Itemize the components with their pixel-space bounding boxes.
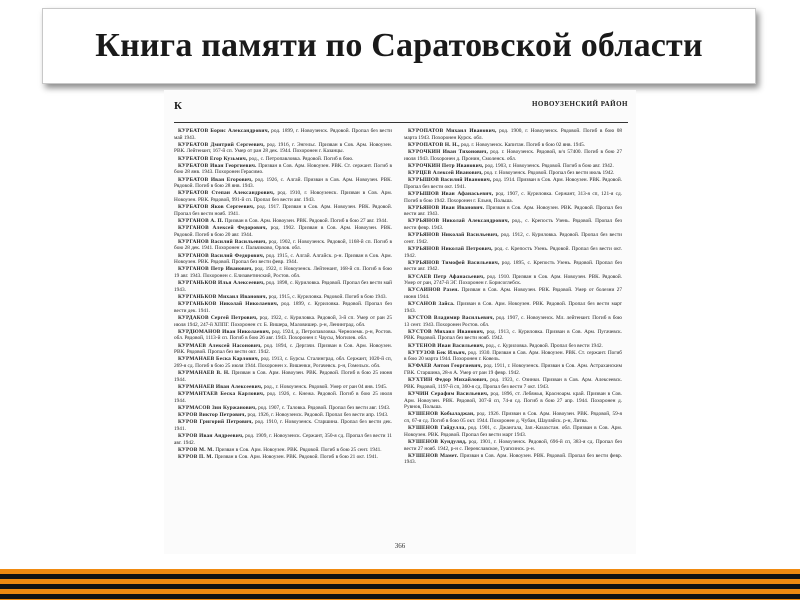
entry-name: КУФАЕВ Антон Георгиевич, bbox=[408, 363, 483, 370]
entry-text: род. 1910, г. Новоузенск. Призван в Сов. Арм. Новоузен. РВК. Рядовой, 991-й сп. Пропал без вести авг. 1943. bbox=[174, 190, 392, 203]
memorial-entry bbox=[174, 128, 392, 141]
entry-name: КУРГАНОВ А. П. bbox=[178, 217, 224, 224]
memorial-entry bbox=[404, 411, 622, 424]
memorial-entry bbox=[174, 163, 392, 176]
memorial-entry bbox=[404, 315, 622, 328]
memorial-entry bbox=[404, 439, 622, 452]
memorial-entry bbox=[404, 301, 622, 314]
entry-text: род. 1917. Призван в Сов. Арм. Новоузен. РВК. Рядовой. Пропал без вести нояб. 1941. bbox=[174, 204, 392, 217]
entry-name: КУРМАНАЕВ Беска Карлович, bbox=[178, 356, 260, 363]
entry-name: КУРБАТОВ Яков Сергеевич, bbox=[178, 204, 255, 211]
entry-text: Призван в Сов. Арм. Новоузен. РВК. Рядовой. Пропал без вести авг. 1943. bbox=[404, 204, 622, 218]
left-column bbox=[174, 128, 392, 530]
entry-name: КУРБАТОВ Степан Александрович, bbox=[178, 190, 275, 197]
entry-name: КУРГАНОВ Василий Васильевич, bbox=[178, 238, 267, 245]
entry-name: КУРЬЯНОВ Николай Петрович, bbox=[408, 246, 493, 253]
entry-name: КУРБАТОВ Борис Александрович, bbox=[178, 128, 270, 134]
memorial-entry bbox=[174, 204, 392, 217]
entry-text: род. 1910, г. Новоузенск. Старшина. Пропал без вести дек. 1941. bbox=[174, 419, 392, 432]
entry-name: КУРОПАТОВ Н. Н., bbox=[408, 141, 460, 148]
memorial-entry bbox=[174, 266, 392, 279]
memorial-entry bbox=[404, 274, 622, 287]
entry-text: род. 1926, г. Новоузенск. Рядовой. Пропал без вести апр. 1943. bbox=[247, 412, 389, 418]
entry-name: КУРЬЯНОВ Иван Иванович. bbox=[408, 204, 485, 211]
memorial-entry bbox=[404, 425, 622, 438]
memorial-entry bbox=[404, 218, 622, 231]
entry-name: КУРОЧКИН Иван Тихонович, bbox=[408, 148, 489, 155]
entry-text: род. 1902. Призван в Сов. Арм. Новоузен. РВК. Рядовой. Погиб в бою 20 авг. 1944. bbox=[174, 225, 392, 238]
entry-text: род. 1915, с. Куриловка. Рядовой. Погиб в бою 1943. bbox=[268, 293, 387, 300]
entry-text: род. 1899, с. Куриловка. Рядовой. Пропал без вести дек. 1941. bbox=[174, 301, 392, 314]
entry-name: КУШЕНОВ Гайдулла, bbox=[408, 425, 466, 432]
entry-name: КУРОЧКИН Петр Иванович, bbox=[408, 162, 484, 169]
entry-text: род. 1907, с. Таловка. Рядовой. Пропал без вести авг. 1943. bbox=[258, 404, 391, 411]
entry-text: род. 1901, г. Новоузенск. Рядовой, 696-й сп, 383-я сд. Пропал без вести 27 нояб. 1942, р-н с. Переяславское, Туапсинск. р-н. bbox=[404, 438, 622, 452]
entry-name: КУРГАНЬКОВ Михаил Иванович, bbox=[178, 293, 268, 300]
entry-text: род. 1913, с. Бурсы. Сталинград. обл. Сержант, 1020-й сп, 269-я сд. Погиб в бою 25 июля 1944. Похоронен х. Вишенки, Рогачевск. р-н, Гомельск. обл. bbox=[174, 356, 392, 369]
entry-name: КУСАЕВ Петр Афанасьевич, bbox=[408, 273, 485, 280]
memorial-entry bbox=[404, 246, 622, 259]
slide-title-box bbox=[42, 8, 756, 84]
memorial-entry bbox=[174, 433, 392, 446]
memorial-entry bbox=[174, 239, 392, 252]
entry-name: КУСТОВ Михаил Иванович, bbox=[408, 328, 485, 335]
entry-text: род. 1901, с. Джангала, Зап.-Казахстан. обл. Призван в Сов. Арм. Новоузен. РВК. Рядовой. Пропал без вести март 1943. bbox=[404, 425, 622, 438]
entry-name: КУРОВ П. М. bbox=[178, 453, 214, 460]
entry-name: КУРОВ Виктор Петрович, bbox=[178, 412, 247, 418]
entry-name: КУРМАСОВ Зин Куржанович, bbox=[178, 404, 257, 411]
entry-name: КУРБАТОВ Иван Георгиевич. bbox=[178, 162, 257, 169]
entry-text: род. 1915, с. Алгай. Алгайск. р-н. Призван в Сов. Арм. Новоузен. РВК. Рядовой. Пропал без вести февр. 1944. bbox=[174, 252, 392, 266]
page-number: 366 bbox=[394, 542, 406, 550]
memorial-entry bbox=[174, 218, 392, 225]
memorial-entry bbox=[174, 225, 392, 238]
memorial-entry bbox=[404, 191, 622, 204]
entry-text: род. 1902, г. Новоузенск. Рядовой, 1168-й сп. Погиб в бою 28 дек. 1941. Похоронен с. Пальчиково, Орлов. обл. bbox=[174, 238, 392, 252]
entry-text: род. 1896, ст. Лебяжья, Красноарм. край. Призван в Сов. Арм. Новоузен. РВК. Рядовой, 307-й сп, 74-я сд. Погиб в бою 27 апр. 1944. Похоронен д. Рувнов, Польша. bbox=[404, 391, 622, 411]
memorial-entry bbox=[174, 253, 392, 266]
entry-text: Призван в Сов. Арм. Новоузен. РВК. Рядовой. Погиб в бою 27 авг. 1944. bbox=[224, 217, 388, 224]
entry-name: КУРОВ Иван Андреевич, bbox=[178, 432, 244, 439]
memorial-entry bbox=[404, 142, 622, 149]
entry-name: КУРБАТОВ Иван Егорович, bbox=[178, 176, 253, 183]
memorial-entry bbox=[404, 163, 622, 170]
entry-text: род. 1930. Призван в Сов. Арм. Новоузен. РВК. Ст. сержант. Погиб в бою 20 марта 1944. Похоронен г. Ковель. bbox=[404, 349, 622, 363]
district-name: НОВОУЗЕНСКИЙ РАЙОН bbox=[531, 100, 628, 108]
entry-name: КУРОПАТОВ Михаил Иванович, bbox=[408, 128, 497, 134]
entry-text: род. 1907, с. Куриловка. Сержант, 313-я сп, 121-я сд. Погиб в бою 1942. Похоронен г. Ельня, Польша. bbox=[404, 190, 622, 204]
entry-name: КУРМАНАЕВ Иван Алексеевич, bbox=[178, 383, 263, 390]
entry-name: КУРГАНОВ Петр Иванович, bbox=[178, 266, 253, 273]
entry-text: род. 1916, г. Энгельс. Призван в Сов. Арм. Новоузен. РВК. Лейтенант, 167-й сп. Умер от ран 28 дек. 1944. Похоронен г. Казанцы. bbox=[174, 141, 392, 155]
entry-text: род. г. Новоузенск. Рядовой, в/ч 57400. Погиб в бою 27 июля 1943. Похоронен д. Пронин, Смоленск. обл. bbox=[404, 148, 622, 162]
entry-text: род. 1898, с. Куриловка. Рядовой. Пропал без вести май 1943. bbox=[174, 280, 392, 293]
entry-text: род. 1907, с. Новоузенск. Мл. лейтенант. Погиб в бою 13 сент. 1943. Похоронен Ростов. обл. bbox=[404, 314, 622, 328]
entry-name: КУРОВ Григорий Петрович, bbox=[178, 419, 254, 426]
entry-text: род. 1914. Призван в Сов. Арм. Новоузен. РВК. Рядовой. Пропал без вести окт. 1941. bbox=[404, 177, 622, 190]
section-letter: К bbox=[174, 100, 182, 112]
entry-text: род. 1912, с. Куриловка. Рядовой. Пропал без вести сент. 1942. bbox=[404, 232, 622, 245]
memorial-entry bbox=[174, 454, 392, 461]
entry-text: род. 1923, с. Озинки. Призван в Сов. Арм. Алексеевск. РВК. Рядовой, 1197-й сп, 360-я сд. Пропал без вести 7 окт. 1943. bbox=[404, 377, 622, 390]
entry-text: род. 1899, г. Новоузенск. Рядовой. Пропал без вести май 1943. bbox=[174, 128, 392, 141]
memorial-entry bbox=[404, 377, 622, 390]
memorial-entry bbox=[174, 177, 392, 190]
memorial-entry bbox=[404, 128, 622, 141]
entry-text: Призван в Сов. Арм. Новоузен. РВК. Рядовой. Пропал без вести март 1943. bbox=[404, 301, 622, 314]
memorial-entry bbox=[174, 190, 392, 203]
entry-name: КУСАИНОВ Разен. bbox=[408, 287, 460, 294]
entry-name: КУРМАЕВ Алексей Насонович, bbox=[178, 342, 262, 349]
memorial-entry bbox=[404, 391, 622, 411]
entry-name: КУРМАНТАЕВ Беска Карлович, bbox=[178, 391, 265, 398]
memorial-entry bbox=[174, 294, 392, 301]
entry-text: род. 1924, д. Петропавловка. Черноземк. р-н, Ростов. обл. Рядовой, 1113-й сп. Погиб в бою 26 авг. 1943. Похоронен г. Чаусы, Могилев. обл. bbox=[174, 328, 392, 342]
memorial-entry bbox=[174, 329, 392, 342]
entry-text: Призван в Сов. Арм. Новоузен. РВК. Рядовой. Погиб в бою 21 окт. 1941. bbox=[214, 453, 379, 460]
entry-text: род. 1926, с. Кнежа. Рядовой. Погиб в бою 25 июля 1944. bbox=[174, 391, 392, 404]
memorial-entry bbox=[404, 329, 622, 342]
st-george-ribbon bbox=[0, 569, 800, 600]
entry-text: Призван в Сов. Арм. Новоузен. РВК. Рядовой. Умер от болезни 27 июня 1944. bbox=[404, 287, 622, 300]
memorial-entry bbox=[404, 350, 622, 363]
entry-text: род. 1913, с. Куриловка. Призван в Сов. Арм. Пугачевск. РВК. Рядовой. Пропал без вести нояб. 1942. bbox=[404, 328, 622, 342]
memory-book-page-scan bbox=[164, 90, 636, 554]
entry-name: КУШЕНОВ Мамет. bbox=[408, 452, 459, 459]
memorial-entry bbox=[174, 419, 392, 432]
entry-name: КУРОВ М. М. bbox=[178, 446, 214, 453]
right-column bbox=[404, 128, 622, 530]
memorial-entry bbox=[404, 287, 622, 300]
memorial-entry bbox=[404, 177, 622, 190]
entry-name: КУРЫШОВ Иван Афанасьевич, bbox=[408, 190, 494, 197]
memorial-entry bbox=[174, 280, 392, 293]
entry-text: род. 1922, с. Куриловка. Рядовой, 3-й сп. Умер от ран 25 июля 1942, 247-й ХППГ. Похоронен ст. Б. Вишера, Маловишер. р-н, Ленинград. обл. bbox=[174, 314, 392, 328]
entry-name: КУЧИН Серафим Васильевич, bbox=[408, 391, 489, 398]
entry-text: род. г. Новоузенск. Рядовой. Пропал без вести июль 1942. bbox=[484, 169, 615, 176]
memorial-entry bbox=[404, 343, 622, 350]
entry-text: Призван в Сов. Арм. Новоузен. РВК. Рядовой. Погиб в бою 25 сент. 1941. bbox=[215, 446, 382, 453]
memorial-entry bbox=[174, 447, 392, 454]
memorial-entry bbox=[404, 170, 622, 177]
entry-name: КУРГАНОВ Василий Федорович, bbox=[178, 252, 265, 259]
memorial-entry bbox=[404, 149, 622, 162]
entry-name: КУСТОВ Владимир Васильевич, bbox=[408, 314, 495, 321]
entry-name: КУХТИН Федор Михайлович, bbox=[408, 377, 488, 384]
entry-text: род. 1909, г. Новоузенск. Сержант, 350-я сд. Пропал без вести 11 авг. 1942. bbox=[174, 432, 392, 446]
memorial-entry bbox=[174, 391, 392, 404]
entry-name: КУРГАНОВ Алексей Федорович, bbox=[178, 225, 268, 232]
memorial-entry bbox=[404, 453, 622, 466]
entry-name: КУШЕНОВ Кундуляд, bbox=[408, 438, 467, 445]
entry-text: род. 1895, с. Крепость Узень. Рядовой. Пропал без вести авг. 1942. bbox=[404, 259, 622, 273]
entry-text: род. 1910. Призван в Сов. Арм. Новоузен. РВК. Рядовой. Умер от ран, 2747-й ЭГ. Похоронен г. Борисоглебск. bbox=[404, 273, 622, 287]
entry-name: КУРЦЕВ Алексей Иванович, bbox=[408, 169, 483, 176]
entry-name: КУСАНОВ Зайса. bbox=[408, 301, 455, 308]
entry-name: КУРГАНЬКОВ Николай Николаевич, bbox=[178, 301, 279, 308]
entry-text: род., с. Крепость Узень. Рядовой. Пропал без вести февр. 1943. bbox=[404, 218, 622, 232]
memorial-entry bbox=[174, 301, 392, 314]
entry-text: Призван в Сов. Арм. Новоузен. РВК. Рядовой. Пропал без вести февр. 1943. bbox=[404, 452, 622, 466]
memorial-entry bbox=[174, 384, 392, 391]
entry-name: КУРЬЯНОВ Николай Васильевич, bbox=[408, 232, 499, 239]
entry-name: КУШЕНОВ Кобыладжан, bbox=[408, 411, 475, 418]
entry-text: род. 1926. Призван в Сов. Арм. Новоузен. РВК. Рядовой, 59-я сп, 67-я сд. Погиб в бою 05 окт. 1944. Похоронен д. Чубан, Шауляйск. р-н, Литва. bbox=[404, 411, 622, 424]
entry-name: КУРДЮМАНОВ Иван Николаевич, bbox=[178, 328, 271, 335]
entry-name: КУТУЗОВ Бек Ильич, bbox=[408, 349, 467, 356]
memorial-entry bbox=[404, 363, 622, 376]
slide-title: Книга памяти по Саратовской области bbox=[95, 27, 703, 64]
entry-text: род. с. Крепость Узень. Рядовой. Пропал без вести окт. 1942. bbox=[404, 246, 622, 259]
entry-name: КУРМАНАЕВ В. Н. bbox=[178, 370, 230, 377]
entry-text: Призван в Сов. Арм. Новоузен. РВК. Ст. сержант. Погиб в бою 28 янв. 1943. Похоронен Герасимо. bbox=[174, 162, 392, 176]
entry-name: КУРЬЯНОВ Тимофей Васильевич, bbox=[408, 259, 500, 266]
memorial-entry bbox=[174, 156, 392, 163]
memorial-entry bbox=[174, 412, 392, 419]
entry-name: КУРБАТОВ Дмитрий Сергеевич, bbox=[178, 141, 265, 148]
entry-text: род., г. Новоузенск. Рядовой. Умер от ран 04 янв. 1945. bbox=[263, 383, 388, 390]
entry-text: род., с. Петропавловка. Рядовой. Погиб в бою. bbox=[248, 155, 354, 162]
entry-text: Призван в Сов. Арм. Новоузен. РВК. Рядовой. Погиб в бою 25 июня 1944. bbox=[174, 370, 392, 383]
memorial-entry bbox=[174, 405, 392, 412]
entry-name: КУРЫШОВ Василий Иванович, bbox=[408, 177, 492, 184]
entry-text: род. г. Новоузенск. Капитан. Погиб в бою 02 янв. 1945. bbox=[460, 141, 586, 148]
entry-text: род. 1894, с. Дергачи. Призван в Сов. Арм. Новоузен. РВК. Рядовой. Пропал без вести окт. 1942. bbox=[174, 342, 392, 356]
entry-text: род. 1903, г. Новоузенск. Рядовой. Погиб в бою авг. 1942. bbox=[484, 162, 614, 169]
memorial-entry bbox=[174, 142, 392, 155]
entry-text: род., с. Куриловка. Рядовой. Пропал без вести 1942. bbox=[485, 342, 603, 349]
memorial-entry bbox=[404, 232, 622, 245]
entry-text: род. 1900, г. Новоузенск. Рядовой. Погиб в бою 08 марта 1943. Похоронен Курск. обл. bbox=[404, 128, 622, 141]
memorial-entry bbox=[174, 315, 392, 328]
memorial-entry bbox=[174, 343, 392, 356]
memorial-entry bbox=[174, 370, 392, 383]
entry-text: род. 1922, г. Новоузенск. Лейтенант, 168-й сп. Погиб в бою 19 авг. 1943. Похоронен с. Елизаветинский, Ростов. обл. bbox=[174, 266, 392, 279]
memorial-entry bbox=[404, 260, 622, 273]
entry-name: КУРЬЯНОВ Николай Александрович, bbox=[408, 218, 510, 225]
memorial-entry bbox=[174, 356, 392, 369]
entry-name: КУРДАКОВ Сергей Петрович, bbox=[178, 314, 258, 321]
entry-name: КУТЕНОВ Иван Васильевич, bbox=[408, 342, 485, 349]
entry-text: род. 1926, с. Алгай. Призван в Сов. Арм. Новоузен. РВК. Рядовой. Погиб в бою 28 янв. 1943. bbox=[174, 176, 392, 190]
page-header bbox=[174, 100, 628, 123]
memorial-entry bbox=[404, 205, 622, 218]
entry-name: КУРБАТОВ Егор Кузьмич, bbox=[178, 155, 248, 162]
entry-name: КУРГАНЬКОВ Илья Алексеевич, bbox=[178, 280, 265, 287]
entry-text: род. 1911, г. Новоузенск. Призван в Сов. Арм. Астраханским ГВК. Старшина, 28-я А. Умер от ран 19 февр. 1942. bbox=[404, 363, 622, 377]
